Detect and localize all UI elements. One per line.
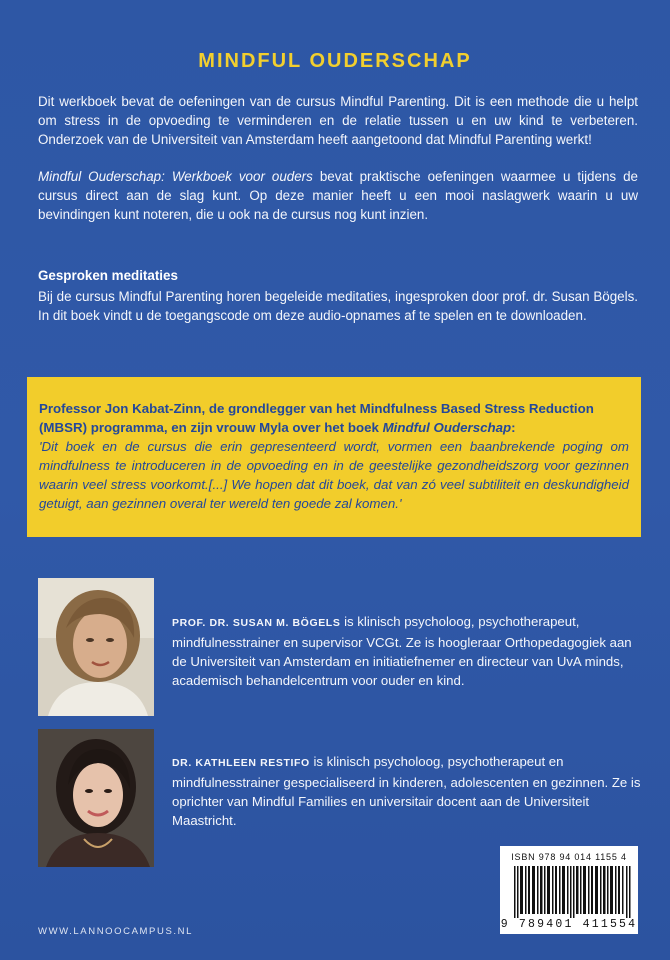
intro-paragraph-2 xyxy=(38,167,638,224)
intro-paragraph-1: Dit werkboek bevat de oefeningen van de cursus Mindful Parenting. Dit is een methode die u helpt om stress in de opvoeding te verminderen en de relatie tussen u en uw kind te verbeteren. Onderzoek van de Universiteit van Amsterdam heeft aangetoond dat Mindful Parenting werkt! xyxy=(38,94,638,147)
meditations-text: Bij de cursus Mindful Parenting horen begeleide meditaties, ingesproken door prof. dr. Susan Bögels. In dit boek vindt u de toegangscode om deze audio-opnames af te spelen en te downloaden. xyxy=(38,289,638,323)
book-title: MINDFUL OUDERSCHAP xyxy=(198,50,472,72)
isbn-number: ISBN 978 94 014 1155 4 xyxy=(511,852,627,862)
barcode-bars xyxy=(514,866,632,918)
barcode-number: 9 789401 411554 xyxy=(500,918,638,931)
author-photo-restifo xyxy=(38,729,154,867)
endorsement-box xyxy=(27,377,641,537)
workbook-title: Mindful Ouderschap: Werkboek voor ouders xyxy=(38,169,313,184)
intro-paragraph-2-text: bevat praktische oefeningen waarmee u tijdens de cursus direct aan de slag kunt. Op deze manier heeft u een mooi naslagwerk waarin u uw bevindingen kunt noteren, die u ook na de cursus nog kunt inzien. xyxy=(38,169,638,222)
author-bio-restifo xyxy=(172,752,642,830)
author-bio-text: is klinisch psycholoog, psychotherapeut, mindfulnesstrainer en supervisor VCGt. Ze is hoogleraar Orthopedagogiek aan de Universiteit van Amsterdam en initiatiefnemer en directeur van UvA minds, academisch behandelcentrum voor ouder en kind. xyxy=(172,614,632,688)
publisher-url: WWW.LANNOOCAMPUS.NL xyxy=(38,926,193,937)
endorsement-quote: 'Dit boek en de cursus die erin gepresenteerd wordt, vormen een baanbrekende poging om mindfulness te introduceren in de opvoeding en in de geestelijke gezondheidszorg voor gezinnen waarin veel stress voorkomt.[...] We hopen dat dit boek, dat van zó veel subtiliteit en deskundigheid getuigt, aan gezinnen overal ter wereld ten goede zal komen.' xyxy=(39,439,629,511)
endorsement-book-title: Mindful Ouderschap xyxy=(382,420,512,435)
isbn-barcode xyxy=(500,846,638,934)
endorsement-intro-text: Professor Jon Kabat-Zinn, de grondlegger van het Mindfulness Based Stress Reduction (MBSR) programma, en zijn vrouw Myla over het boek xyxy=(39,401,594,435)
meditations-heading: Gesproken meditaties xyxy=(38,268,178,283)
author-name: PROF. DR. SUSAN M. BÖGELS xyxy=(172,617,341,629)
author-photo-bogels xyxy=(38,578,154,716)
endorsement-intro-end: : xyxy=(511,420,516,435)
author-bio-text: is klinisch psycholoog, psychotherapeut en mindfulnesstrainer gespecialiseerd in kinderen, adolescenten en gezinnen. Ze is oprichter van Mindful Families en universitair docent aan de Universiteit Maastricht. xyxy=(172,754,641,828)
author-name: DR. KATHLEEN RESTIFO xyxy=(172,757,310,769)
endorsement-intro xyxy=(39,401,594,435)
author-bio-bogels xyxy=(172,612,642,690)
